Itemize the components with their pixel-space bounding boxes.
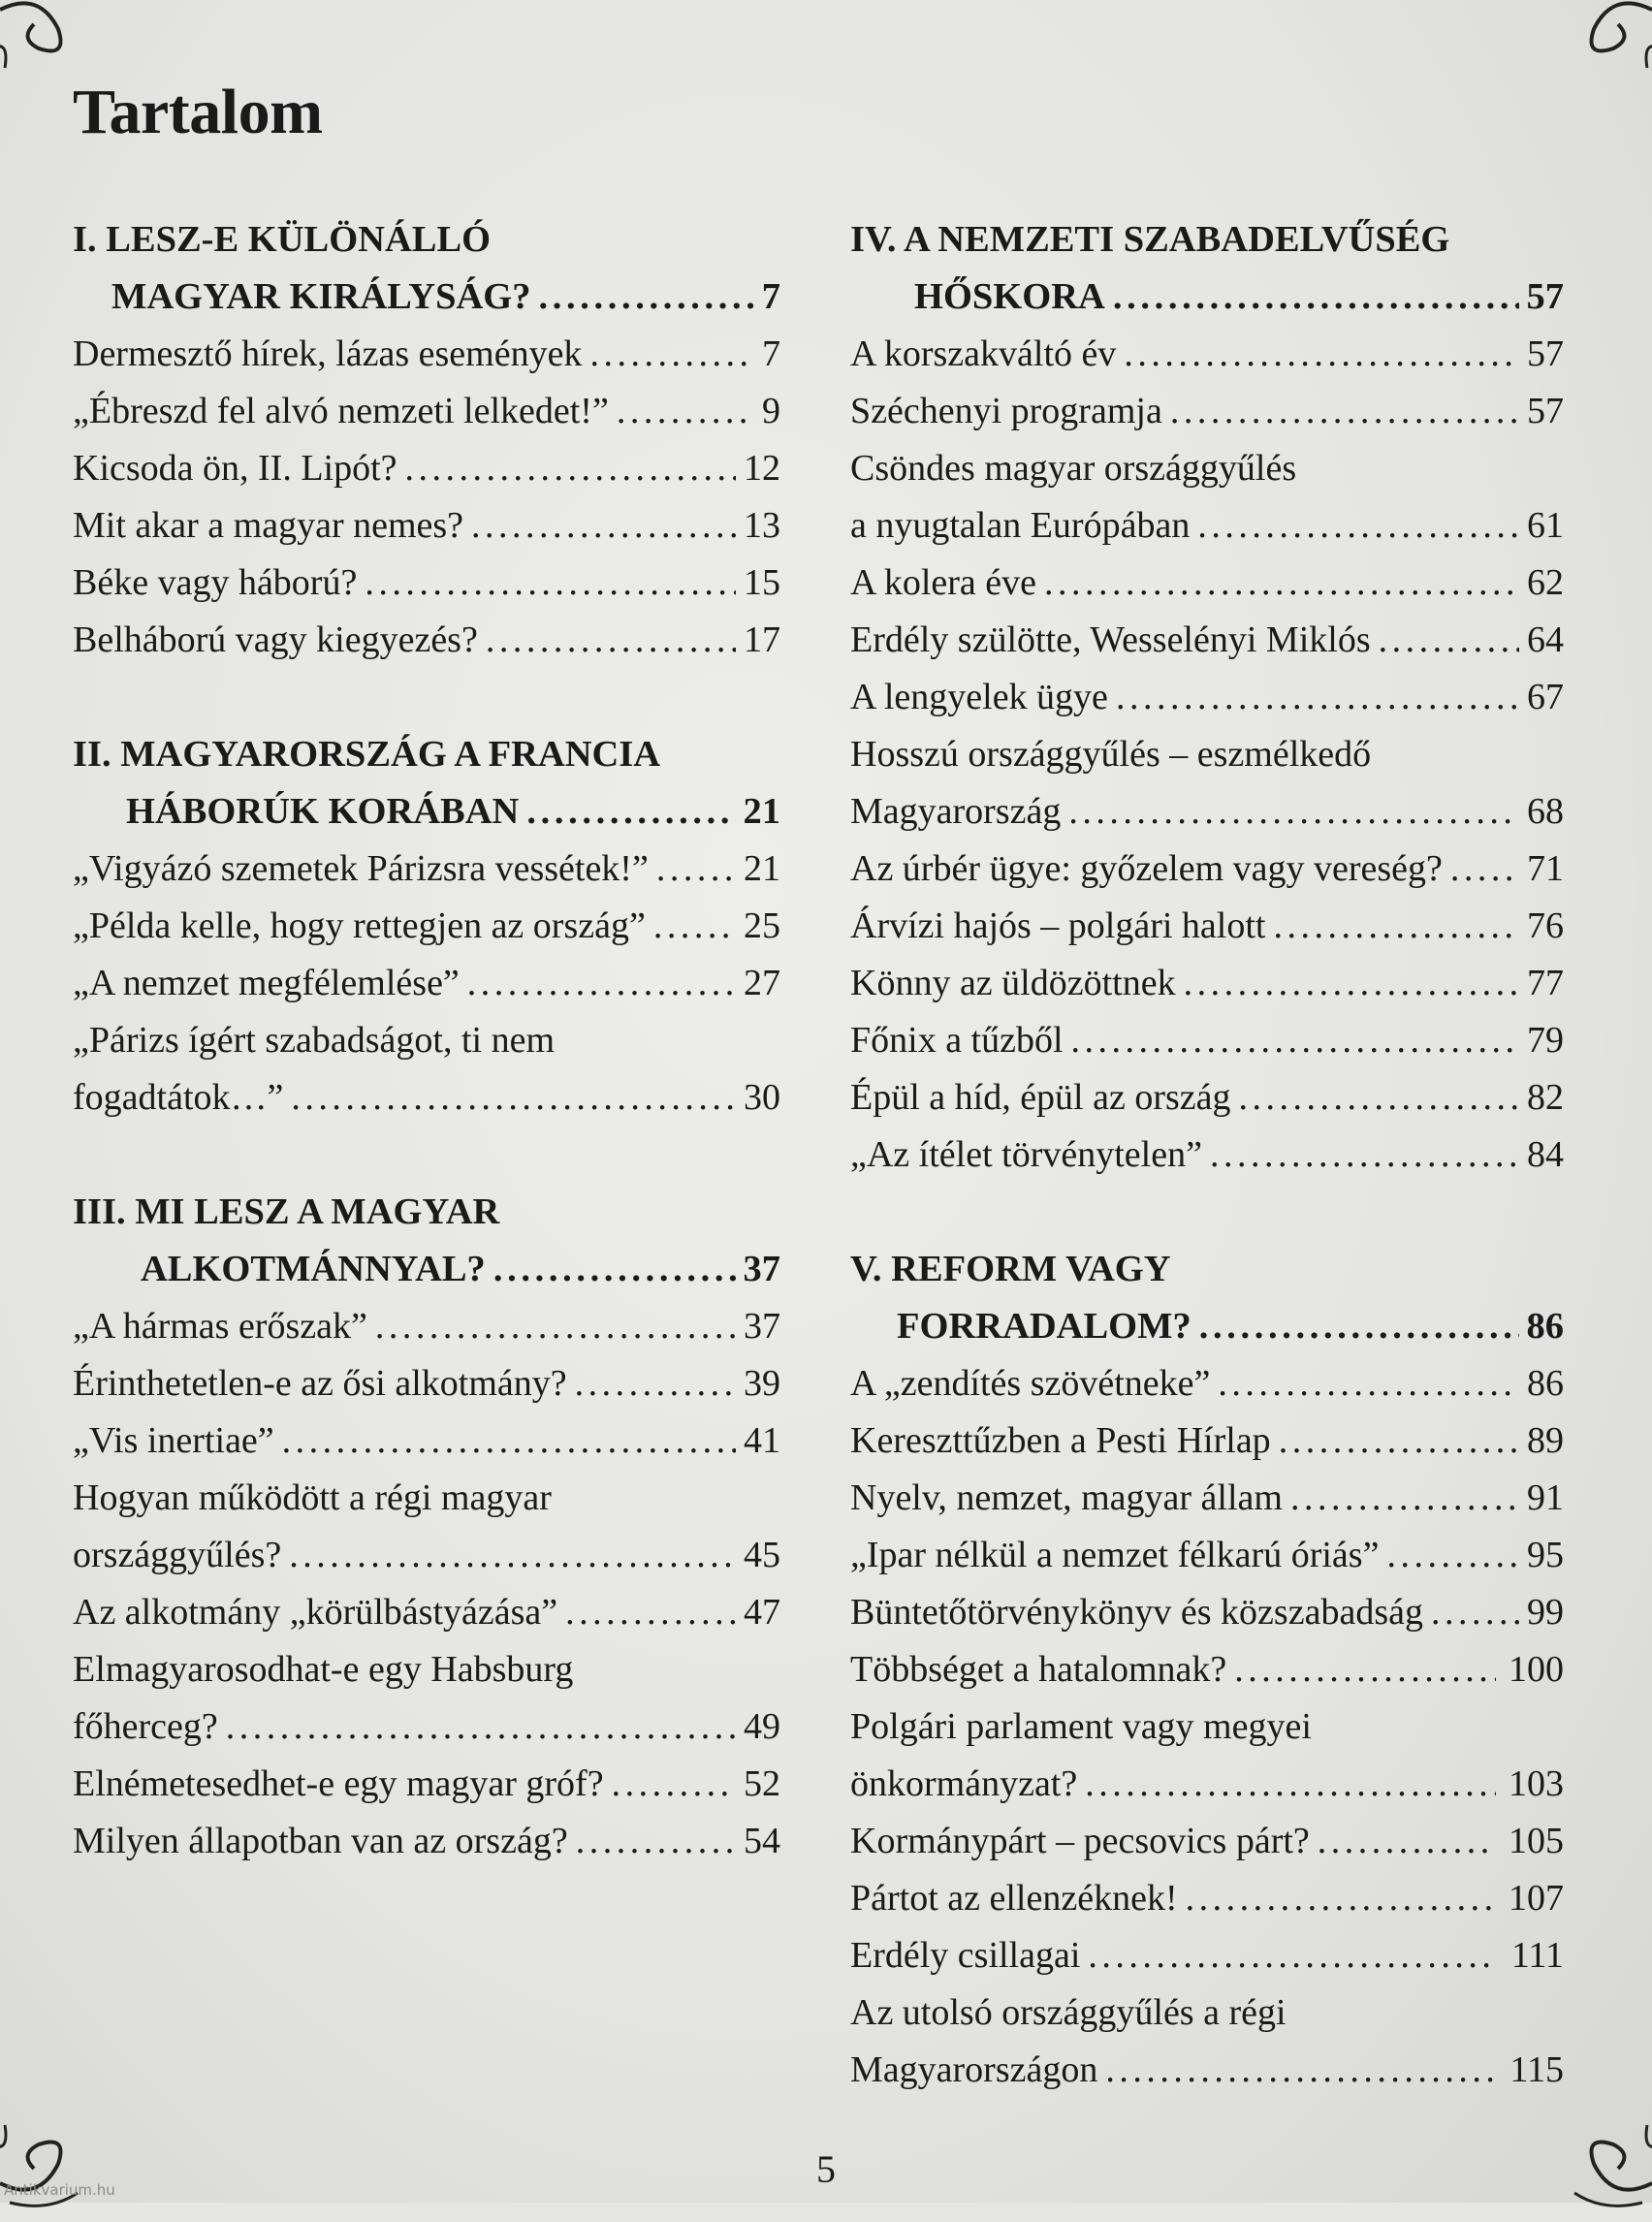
entry-title: Széchenyi programja	[850, 391, 1162, 431]
page-number: 7	[761, 276, 780, 317]
entry-title: „A hármas erőszak”	[73, 1306, 367, 1347]
dot-leader	[565, 1584, 736, 1641]
section-title-row	[73, 269, 780, 326]
page-number: 15	[744, 562, 780, 603]
toc-entry[interactable]	[850, 955, 1564, 1012]
entry-title: A kolera éve	[850, 562, 1037, 603]
section-title[interactable]	[850, 211, 1564, 326]
dot-leader	[282, 1413, 736, 1470]
section-title-row	[73, 783, 780, 841]
entry-title: „Vigyázó szemetek Párizsra vessétek!”	[73, 848, 649, 889]
entry-title: Büntetőtörvénykönyv és közszabadság	[850, 1592, 1423, 1633]
dot-leader	[1210, 1127, 1519, 1184]
entry-title: „Példa kelle, hogy rettegjen az ország”	[73, 905, 646, 946]
page-number: 12	[744, 448, 780, 489]
page-number: 79	[1527, 1020, 1564, 1061]
page-number: 91	[1527, 1477, 1564, 1518]
entry-title: Árvízi hajós – polgári halott	[850, 905, 1266, 946]
toc-entry[interactable]	[73, 326, 780, 383]
entry-title: önkormányzat?	[850, 1763, 1078, 1804]
toc-entry[interactable]	[73, 1413, 780, 1470]
dot-leader	[493, 1241, 736, 1298]
entry-title-first-line: Az utolsó országgyűlés a régi	[850, 1992, 1287, 2033]
page-number: 52	[744, 1763, 780, 1804]
page-number: 13	[744, 505, 780, 546]
section-title-line: IV. A NEMZETI SZABADELVŰSÉG	[850, 219, 1450, 260]
toc-entry[interactable]	[73, 1069, 780, 1127]
dot-leader	[653, 898, 736, 955]
page-number: 21	[743, 791, 780, 832]
page-number: 103	[1509, 1763, 1564, 1804]
page-number: 64	[1527, 619, 1564, 660]
toc-entry[interactable]	[850, 783, 1564, 841]
toc-right-column	[850, 211, 1564, 2099]
page-number: 67	[1527, 677, 1564, 717]
entry-title: Érinthetetlen-e az ősi alkotmány?	[73, 1363, 567, 1404]
dot-leader	[526, 783, 735, 841]
toc-entry[interactable]	[850, 555, 1564, 612]
dot-leader	[1273, 898, 1519, 955]
page-number: 47	[744, 1592, 780, 1633]
section-title-line: HÁBORÚK KORÁBAN	[126, 791, 520, 832]
section-title[interactable]	[850, 1241, 1564, 1355]
toc-entry[interactable]	[850, 326, 1564, 383]
entry-title: Magyarország	[850, 791, 1062, 832]
dot-leader	[1116, 669, 1519, 726]
entry-title: Béke vagy háború?	[73, 562, 358, 603]
entry-title: Kormánypárt – pecsovics párt?	[850, 1821, 1310, 1861]
page-number: 37	[743, 1249, 780, 1289]
entry-title: országgyűlés?	[73, 1535, 282, 1575]
toc-entry[interactable]	[73, 383, 780, 440]
section-title-line: FORRADALOM?	[897, 1306, 1191, 1347]
toc-entry[interactable]	[73, 1584, 780, 1641]
toc-entry[interactable]	[850, 1813, 1564, 1870]
toc-section-2	[73, 726, 780, 1127]
toc-entry[interactable]	[850, 669, 1564, 726]
section-title-row	[850, 1298, 1564, 1355]
page-number: 86	[1526, 1306, 1564, 1347]
section-title-line: ALKOTMÁNNYAL?	[141, 1249, 486, 1289]
dot-leader	[1431, 1584, 1519, 1641]
page-number: 105	[1509, 1821, 1564, 1861]
section-spacer	[73, 669, 780, 726]
entry-title: „Ébreszd fel alvó nemzeti lelkedet!”	[73, 391, 609, 431]
toc-entry[interactable]	[73, 1698, 780, 1756]
toc-entry[interactable]	[73, 1527, 780, 1584]
toc-entry[interactable]	[850, 1527, 1564, 1584]
dot-leader	[1184, 955, 1519, 1012]
dot-leader	[589, 326, 754, 383]
dot-leader	[1279, 1413, 1519, 1470]
entry-title-first-line: Csöndes magyar országgyűlés	[850, 448, 1297, 489]
corner-ornament-top-right	[1526, 0, 1652, 116]
toc-entry[interactable]	[73, 497, 780, 555]
toc-section-4	[850, 211, 1564, 1184]
page-number: 27	[744, 963, 780, 1003]
page-number: 49	[744, 1706, 780, 1747]
dot-leader	[1239, 1069, 1519, 1127]
entry-title: Kicsoda ön, II. Lipót?	[73, 448, 397, 489]
page-number: 7	[762, 333, 780, 374]
toc-entry[interactable]	[850, 1127, 1564, 1184]
toc-entry[interactable]	[73, 612, 780, 669]
entry-title-first-line: Polgári parlament vagy megyei	[850, 1706, 1312, 1747]
toc-entry[interactable]	[73, 440, 780, 497]
page-number: 77	[1527, 963, 1564, 1003]
section-title-line: I. LESZ-E KÜLÖNÁLLÓ	[73, 219, 492, 260]
entry-title: Nyelv, nemzet, magyar állam	[850, 1477, 1283, 1518]
section-spacer	[73, 1127, 780, 1184]
entry-title: „A nemzet megfélemlése”	[73, 963, 460, 1003]
dot-leader	[1199, 1298, 1519, 1355]
dot-leader	[1379, 612, 1519, 669]
page-number: 57	[1526, 276, 1564, 317]
dot-leader	[539, 269, 754, 326]
section-title[interactable]	[73, 726, 780, 841]
page-number: 82	[1527, 1077, 1564, 1118]
page-number: 61	[1527, 505, 1564, 546]
toc-entry[interactable]	[850, 612, 1564, 669]
dot-leader	[1088, 1927, 1496, 1984]
page-number: 9	[762, 391, 780, 431]
toc-entry[interactable]	[73, 1756, 780, 1813]
toc-section-5	[850, 1241, 1564, 2099]
dot-leader	[1186, 1870, 1496, 1927]
dot-leader	[405, 440, 736, 497]
page-number: 41	[744, 1420, 780, 1461]
section-title-line: MAGYAR KIRÁLYSÁG?	[111, 276, 531, 317]
page-number: 100	[1509, 1649, 1564, 1690]
dot-leader	[1318, 1813, 1496, 1870]
section-title-line: HŐSKORA	[914, 276, 1105, 317]
dot-leader	[289, 1527, 736, 1584]
dot-leader	[1124, 326, 1519, 383]
entry-title: fogadtátok…”	[73, 1077, 284, 1118]
page-number: 95	[1527, 1535, 1564, 1575]
toc-entry[interactable]	[850, 1641, 1564, 1698]
dot-leader	[1113, 269, 1519, 326]
dot-leader	[576, 1813, 736, 1870]
toc-entry[interactable]	[850, 1470, 1564, 1527]
page-number: 71	[1527, 848, 1564, 889]
dot-leader	[1105, 2042, 1496, 2099]
dot-leader	[1218, 1355, 1519, 1413]
folio-page-number: 5	[816, 2147, 836, 2191]
page-number: 57	[1527, 391, 1564, 431]
entry-title-first-line: Hogyan működött a régi magyar	[73, 1477, 552, 1518]
page-number: 76	[1527, 905, 1564, 946]
section-title[interactable]	[73, 1184, 780, 1298]
toc-entry[interactable]	[850, 1012, 1564, 1069]
toc-entry[interactable]	[850, 497, 1564, 555]
entry-title: A lengyelek ügye	[850, 677, 1108, 717]
toc-entry[interactable]	[850, 1584, 1564, 1641]
page-number: 54	[744, 1821, 780, 1861]
toc-entry[interactable]	[850, 898, 1564, 955]
toc-entry[interactable]	[73, 555, 780, 612]
entry-title: „Vis inertiae”	[73, 1420, 274, 1461]
toc-entry[interactable]	[73, 1355, 780, 1413]
entry-title: Az úrbér ügye: győzelem vagy vereség?	[850, 848, 1443, 889]
toc-entry[interactable]	[850, 1413, 1564, 1470]
dot-leader	[1044, 555, 1519, 612]
dot-leader	[617, 383, 754, 440]
toc-entry[interactable]	[73, 955, 780, 1012]
entry-title: Többséget a hatalomnak?	[850, 1649, 1227, 1690]
page-number: 111	[1510, 1935, 1564, 1976]
toc-entry[interactable]	[73, 1298, 780, 1355]
toc-section-1	[73, 211, 780, 669]
dot-leader	[656, 841, 736, 898]
page-number: 37	[744, 1306, 780, 1347]
page-number: 107	[1509, 1878, 1564, 1919]
entry-title: Könny az üldözöttnek	[850, 963, 1176, 1003]
entry-title: főherceg?	[73, 1706, 218, 1747]
dot-leader	[1386, 1527, 1519, 1584]
page-number: 68	[1527, 791, 1564, 832]
page-number: 30	[744, 1077, 780, 1118]
dot-leader	[612, 1756, 736, 1813]
dot-leader	[1234, 1641, 1496, 1698]
toc-entry[interactable]	[850, 1069, 1564, 1127]
entry-title: Elnémetesedhet-e egy magyar gróf?	[73, 1763, 604, 1804]
section-title[interactable]	[73, 211, 780, 326]
toc-entry[interactable]	[850, 2042, 1564, 2099]
toc-left-column	[73, 211, 780, 1870]
entry-title: „Ipar nélkül a nemzet félkarú óriás”	[850, 1535, 1380, 1575]
dot-leader	[575, 1355, 736, 1413]
toc-entry[interactable]	[73, 898, 780, 955]
entry-title: Épül a híd, épül az ország	[850, 1077, 1231, 1118]
toc-entry[interactable]	[850, 1756, 1564, 1813]
page-number: 99	[1527, 1592, 1564, 1633]
toc-entry[interactable]	[73, 1813, 780, 1870]
toc-entry[interactable]	[850, 1870, 1564, 1927]
dot-leader	[467, 955, 736, 1012]
dot-leader	[291, 1069, 736, 1127]
section-title-row	[850, 269, 1564, 326]
entry-title: Belháború vagy kiegyezés?	[73, 619, 478, 660]
dot-leader	[471, 497, 736, 555]
page-number: 62	[1527, 562, 1564, 603]
entry-title: Milyen állapotban van az ország?	[73, 1821, 568, 1861]
dot-leader	[1197, 497, 1519, 555]
entry-title: Erdély csillagai	[850, 1935, 1081, 1976]
page-number: 115	[1509, 2049, 1564, 2090]
page-number: 89	[1527, 1420, 1564, 1461]
section-spacer	[850, 1184, 1564, 1241]
dot-leader	[1290, 1470, 1519, 1527]
page-number: 84	[1527, 1134, 1564, 1175]
page-title: Tartalom	[73, 77, 323, 147]
entry-title: A „zendítés szövétneke”	[850, 1363, 1211, 1404]
dot-leader	[1085, 1756, 1496, 1813]
entry-title: Főnix a tűzből	[850, 1020, 1064, 1061]
watermark-text: Antikvarium.hu	[4, 2181, 115, 2199]
toc-entry[interactable]	[850, 1355, 1564, 1413]
section-title-row	[73, 1241, 780, 1298]
entry-title-first-line: Hosszú országgyűlés – eszmélkedő	[850, 734, 1372, 775]
entry-title: Kereszttűzben a Pesti Hírlap	[850, 1420, 1271, 1461]
page-number: 86	[1527, 1363, 1564, 1404]
entry-title: A korszakváltó év	[850, 333, 1117, 374]
toc-entry[interactable]	[850, 841, 1564, 898]
dot-leader	[1068, 783, 1519, 841]
toc-entry[interactable]	[73, 841, 780, 898]
dot-leader	[1450, 841, 1519, 898]
dot-leader	[1071, 1012, 1519, 1069]
toc-section-3	[73, 1184, 780, 1870]
entry-title: „Az ítélet törvénytelen”	[850, 1134, 1202, 1175]
section-title-line: V. REFORM VAGY	[850, 1249, 1171, 1289]
dot-leader	[226, 1698, 736, 1756]
entry-title-first-line: Elmagyarosodhat-e egy Habsburg	[73, 1649, 574, 1690]
entry-title: Erdély szülötte, Wesselényi Miklós	[850, 619, 1371, 660]
toc-entry[interactable]	[850, 383, 1564, 440]
entry-title: Dermesztő hírek, lázas események	[73, 333, 583, 374]
page-number: 17	[744, 619, 780, 660]
dot-leader	[375, 1298, 736, 1355]
entry-title-first-line: „Párizs ígért szabadságot, ti nem	[73, 1020, 556, 1061]
dot-leader	[1170, 383, 1519, 440]
dot-leader	[486, 612, 736, 669]
section-title-line: III. MI LESZ A MAGYAR	[73, 1191, 500, 1232]
entry-title: Magyarországon	[850, 2049, 1098, 2090]
page-number: 45	[744, 1535, 780, 1575]
section-title-line: II. MAGYARORSZÁG A FRANCIA	[73, 734, 661, 775]
page-number: 25	[744, 905, 780, 946]
entry-title: Az alkotmány „körülbástyázása”	[73, 1592, 558, 1633]
page-number: 21	[744, 848, 780, 889]
entry-title: Pártot az ellenzéknek!	[850, 1878, 1178, 1919]
page-number: 39	[744, 1363, 780, 1404]
entry-title: Mit akar a magyar nemes?	[73, 505, 464, 546]
dot-leader	[365, 555, 736, 612]
entry-title: a nyugtalan Európában	[850, 505, 1191, 546]
toc-entry[interactable]	[850, 1927, 1564, 1984]
page-number: 57	[1527, 333, 1564, 374]
